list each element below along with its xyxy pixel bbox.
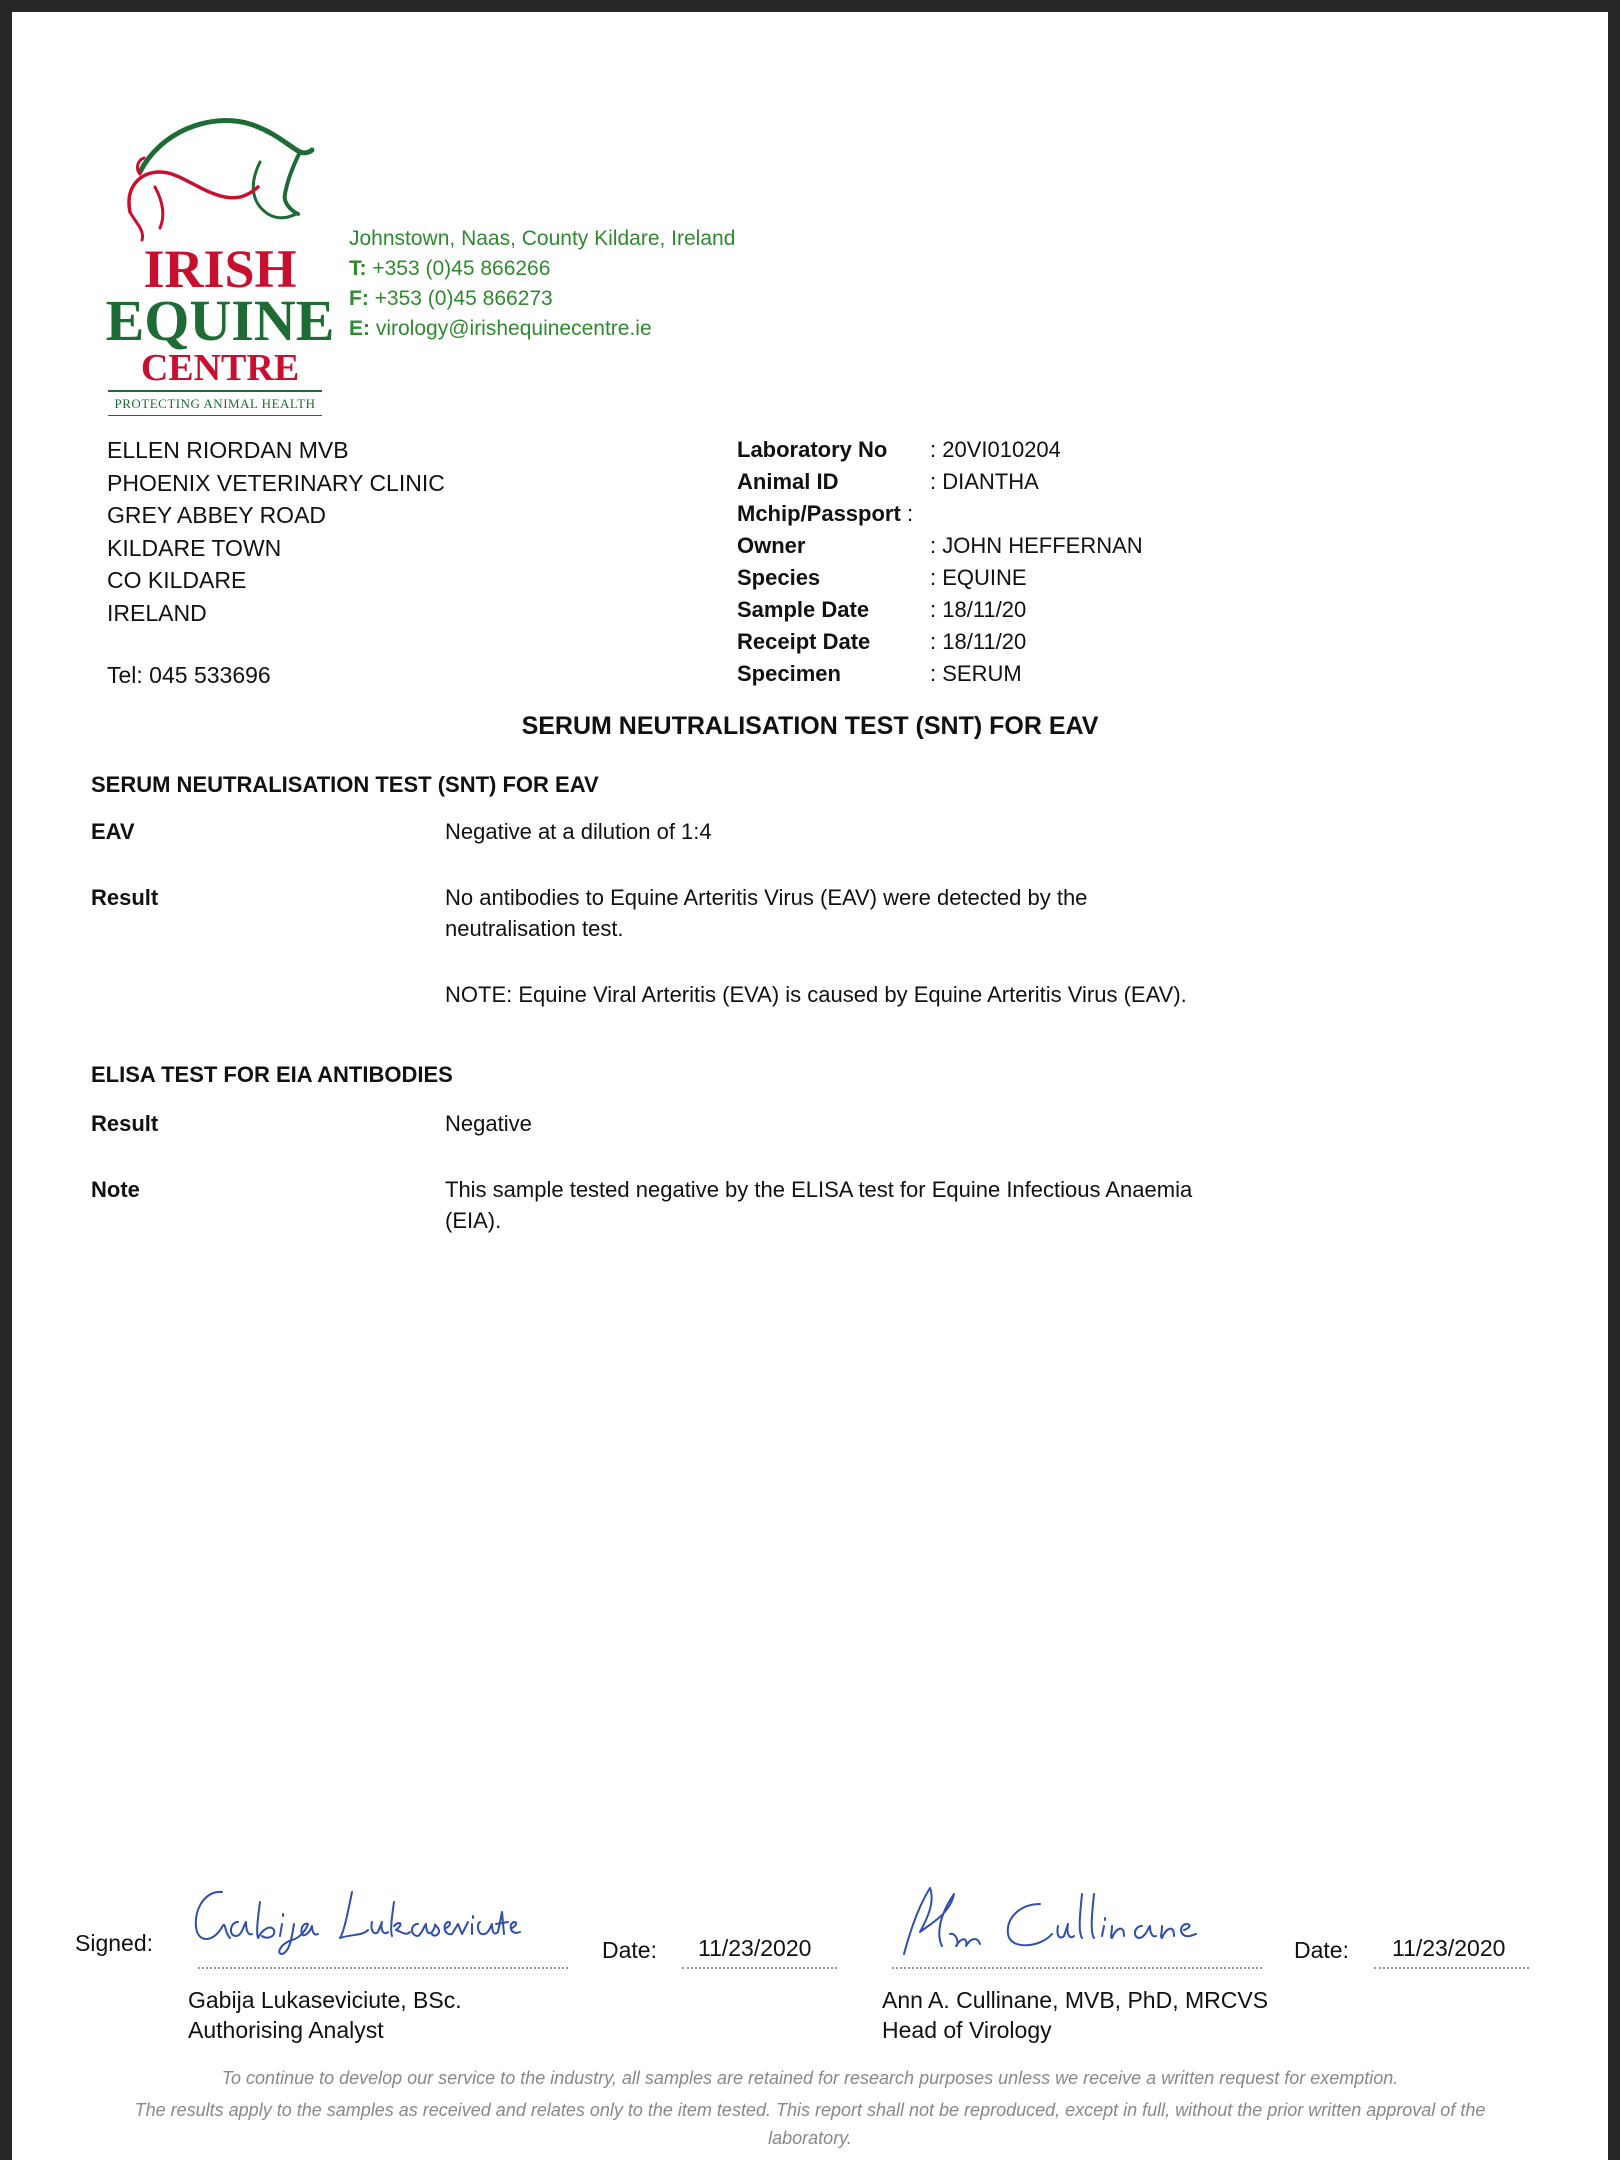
elisa-note-value: This sample tested negative by the ELISA test for Equine Infectious Anaemia (EIA). [445, 1177, 1193, 1233]
info-value: : EQUINE [930, 565, 1027, 590]
info-value: : 20VI010204 [930, 437, 1061, 462]
email-label: E: [349, 317, 370, 340]
info-value: : [907, 501, 914, 526]
lab-address: Johnstown, Naas, County Kildare, Ireland [349, 227, 736, 250]
phone-number: +353 (0)45 866266 [372, 257, 551, 280]
elisa-heading: ELISA TEST FOR EIA ANTIBODIES [91, 1062, 453, 1087]
info-label: Specimen [737, 661, 841, 686]
lab-email [349, 314, 652, 344]
logo-divider-bottom [108, 415, 322, 416]
info-label: Animal ID [737, 469, 839, 494]
signature-line-right [892, 1967, 1262, 1969]
info-label: Species [737, 565, 821, 590]
eav-label: EAV [91, 819, 135, 844]
signature-line-left [198, 1967, 568, 1969]
info-value: : JOHN HEFFERNAN [930, 533, 1143, 558]
fax-label: F: [349, 287, 369, 310]
info-label: Sample Date [737, 597, 870, 622]
info-value: : 18/11/20 [930, 597, 1027, 622]
lab-phone [349, 254, 550, 284]
recipient-line: PHOENIX VETERINARY CLINIC [107, 469, 445, 496]
date-label-left: Date: [602, 1937, 657, 1963]
date-value-left: 11/23/2020 [698, 1935, 812, 1961]
eav-value: Negative at a dilution of 1:4 [445, 819, 712, 844]
report-page [12, 12, 1608, 2160]
signed-label: Signed: [75, 1930, 154, 1956]
logo-divider [108, 390, 322, 392]
logo-line-equine: EQUINE [105, 288, 335, 353]
phone-label: T: [349, 257, 367, 280]
signature-cullinane [890, 1874, 1210, 1964]
info-label: Receipt Date [737, 629, 871, 654]
snt-result-label: Result [91, 885, 159, 910]
info-value: : SERUM [930, 661, 1022, 686]
recipient-line: KILDARE TOWN [107, 534, 282, 561]
elisa-result-value: Negative [445, 1111, 532, 1136]
recipient-line: IRELAND [107, 599, 207, 626]
info-value: : 18/11/20 [930, 629, 1027, 654]
info-label: Mchip/Passport [737, 501, 901, 526]
logo-line-centre: CENTRE [140, 347, 300, 389]
recipient-line: GREY ABBEY ROAD [107, 502, 327, 528]
recipient-line: CO KILDARE [107, 567, 247, 593]
snt-note-value: NOTE: Equine Viral Arteritis (EVA) is caused by Equine Arteritis Virus (EAV). [445, 982, 1187, 1007]
info-label: Owner [737, 533, 806, 558]
date-line-right [1374, 1967, 1529, 1969]
report-title: SERUM NEUTRALISATION TEST (SNT) FOR EAV [521, 712, 1099, 740]
footer-retention-note: To continue to develop our service to the industry, all samples are retained for research purposes unless we receive a written request for exemption. [221, 2068, 1399, 2088]
signer-left-name: Gabija Lukaseviciute, BSc. [188, 1987, 462, 2013]
recipient-address [107, 434, 445, 629]
snt-result-value: No antibodies to Equine Arteritis Virus (EAV) were detected by the neutralisation test. [445, 885, 1088, 941]
recipient-line: ELLEN RIORDAN MVB [107, 437, 349, 463]
footer-disclaimer: The results apply to the samples as received and relates only to the item tested. This report shall not be reproduced, except in full, without the prior written approval of the laboratory. [134, 2100, 1486, 2148]
date-value-right: 11/23/2020 [1392, 1935, 1506, 1961]
elisa-note-label: Note [91, 1177, 140, 1202]
lab-fax [349, 284, 553, 314]
signer-left [188, 1985, 462, 2045]
elisa-result-label: Result [91, 1111, 159, 1136]
logo-tagline: PROTECTING ANIMAL HEALTH [114, 396, 316, 411]
fax-number: +353 (0)45 866273 [374, 287, 553, 310]
signer-left-role: Authorising Analyst [188, 2017, 384, 2043]
snt-heading: SERUM NEUTRALISATION TEST (SNT) FOR EAV [91, 772, 599, 797]
signer-right-name: Ann A. Cullinane, MVB, PhD, MRCVS [882, 1987, 1269, 2013]
logo-line-irish: IRISH [143, 239, 297, 299]
signer-right [882, 1985, 1268, 2045]
recipient-tel: Tel: 045 533696 [107, 662, 271, 688]
info-label: Laboratory No [737, 437, 888, 462]
irish-equine-centre-logo [100, 102, 340, 422]
date-label-right: Date: [1294, 1937, 1349, 1963]
signer-right-role: Head of Virology [882, 2017, 1052, 2043]
signature-gabija [182, 1872, 522, 1962]
horse-logo-icon [100, 102, 340, 252]
date-line-left [682, 1967, 837, 1969]
email-address: virology@irishequinecentre.ie [375, 317, 652, 340]
info-value: : DIANTHA [930, 469, 1039, 494]
